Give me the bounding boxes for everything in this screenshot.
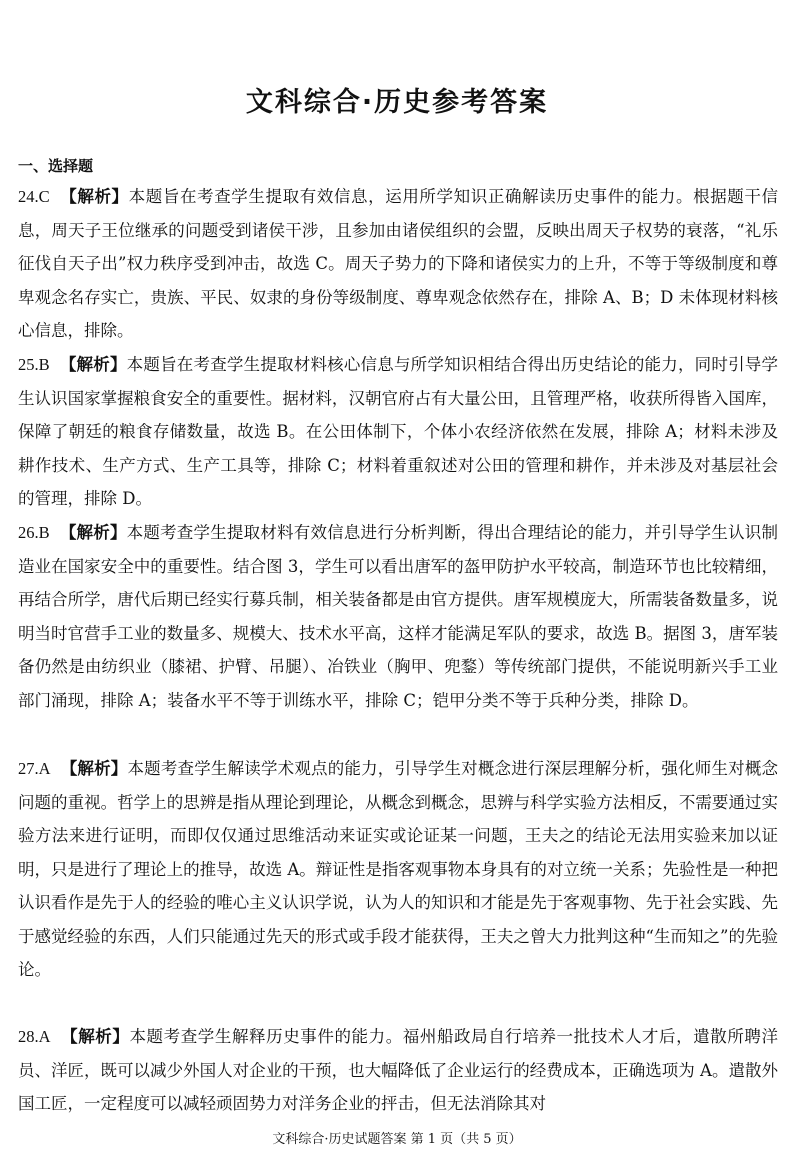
analysis-tag: 【解析】 <box>59 523 127 542</box>
item-number: 27.A <box>18 759 51 778</box>
answer-item-26 <box>18 516 778 717</box>
answer-item-27 <box>18 752 778 987</box>
item-number: 24.C <box>18 187 50 206</box>
page-title: 文科综合·历史参考答案 <box>245 87 549 118</box>
item-number: 28.A <box>18 1027 51 1046</box>
answer-item-28 <box>18 1020 778 1121</box>
item-text: 本题考查学生解读学术观点的能力，引导学生对概念进行深层理解分析，强化师生对概念问题的重视。哲学上的思辨是指从理论到理论，从概念到概念，思辨与科学实验方法相反，不需要通过实验方法来进行证明，而即仅仅通过思维活动来证实或论证某一问题，王夫之的结论无法用实验来加以证明，只是进行了理论上的推导，故选 A。辩证性是指客观事物本身具有的对立统一关系；先验性是一种把认识看作是先于人的经验的唯心主义认识学说，认为人的知识和才能是先于客观事物、先于社会实践、先于感觉经验的东西，人们只能通过先天的形式或手段才能获得，王夫之曾大力批判这种“生而知之”的先验论。 <box>18 759 779 979</box>
item-text: 本题旨在考查学生提取有效信息，运用所学知识正确解读历史事件的能力。根据题干信息，周天子王位继承的问题受到诸侯干涉，且参加由诸侯组织的会盟，反映出周天子权势的衰落，“礼乐征伐自天子出”权力秩序受到冲击，故选 C。周天子势力的下降和诸侯实力的上升，不等于等级制度和尊卑观念名存实亡，贵族、平民、奴隶的身份等级制度、尊卑观念依然存在，排除 A、B；D 未体现材料核心信息，排除。 <box>18 187 779 340</box>
item-text: 本题旨在考查学生提取材料核心信息与所学知识相结合得出历史结论的能力，同时引导学生认识国家掌握粮食安全的重要性。据材料，汉朝官府占有大量公田，且管理严格，收获所得皆入国库，保障了朝廷的粮食存储数量，故选 B。在公田体制下，个体小农经济依然在发展，排除 A；材料未涉及耕作技术、生产方式、生产工具等，排除 C；材料着重叙述对公田的管理和耕作，并未涉及对基层社会的管理，排除 D。 <box>18 355 779 508</box>
answer-item-24 <box>18 180 778 348</box>
analysis-tag: 【解析】 <box>60 1027 130 1046</box>
item-number: 25.B <box>18 355 50 374</box>
item-number: 26.B <box>18 523 50 542</box>
analysis-tag: 【解析】 <box>59 355 127 374</box>
section-heading: 一、选择题 <box>18 157 94 175</box>
item-text: 本题考查学生提取材料有效信息进行分析判断，得出合理结论的能力，并引导学生认识制造业在国家安全中的重要性。结合图 3，学生可以看出唐军的盔甲防护水平较高，制造环节也比较精细，再结合所学，唐代后期已经实行募兵制，相关装备都是由官方提供。唐军规模庞大，所需装备数量多，说明当时官营手工业的数量多、规模大、技术水平高，这样才能满足军队的要求，故选 B。据图 3，唐军装备仍然是由纺织业（膝裙、护臂、吊腿）、冶铁业（胸甲、兜鍪）等传统部门提供，不能说明新兴手工业部门涌现，排除 A；装备水平不等于训练水平，排除 C；铠甲分类不等于兵种分类，排除 D。 <box>18 523 779 710</box>
answer-item-25 <box>18 348 778 516</box>
analysis-tag: 【解析】 <box>60 759 128 778</box>
analysis-tag: 【解析】 <box>59 187 129 206</box>
item-text: 本题考查学生解释历史事件的能力。福州船政局自行培养一批技术人才后，遣散所聘洋员、洋匠，既可以减少外国人对企业的干预，也大幅降低了企业运行的经费成本，正确选项为 A。遣散外国工匠，一定程度可以减轻顽固势力对洋务企业的抨击，但无法消除其对 <box>18 1027 779 1113</box>
page-footer: 文科综合·历史试题答案 第 1 页（共 5 页） <box>272 1132 522 1147</box>
